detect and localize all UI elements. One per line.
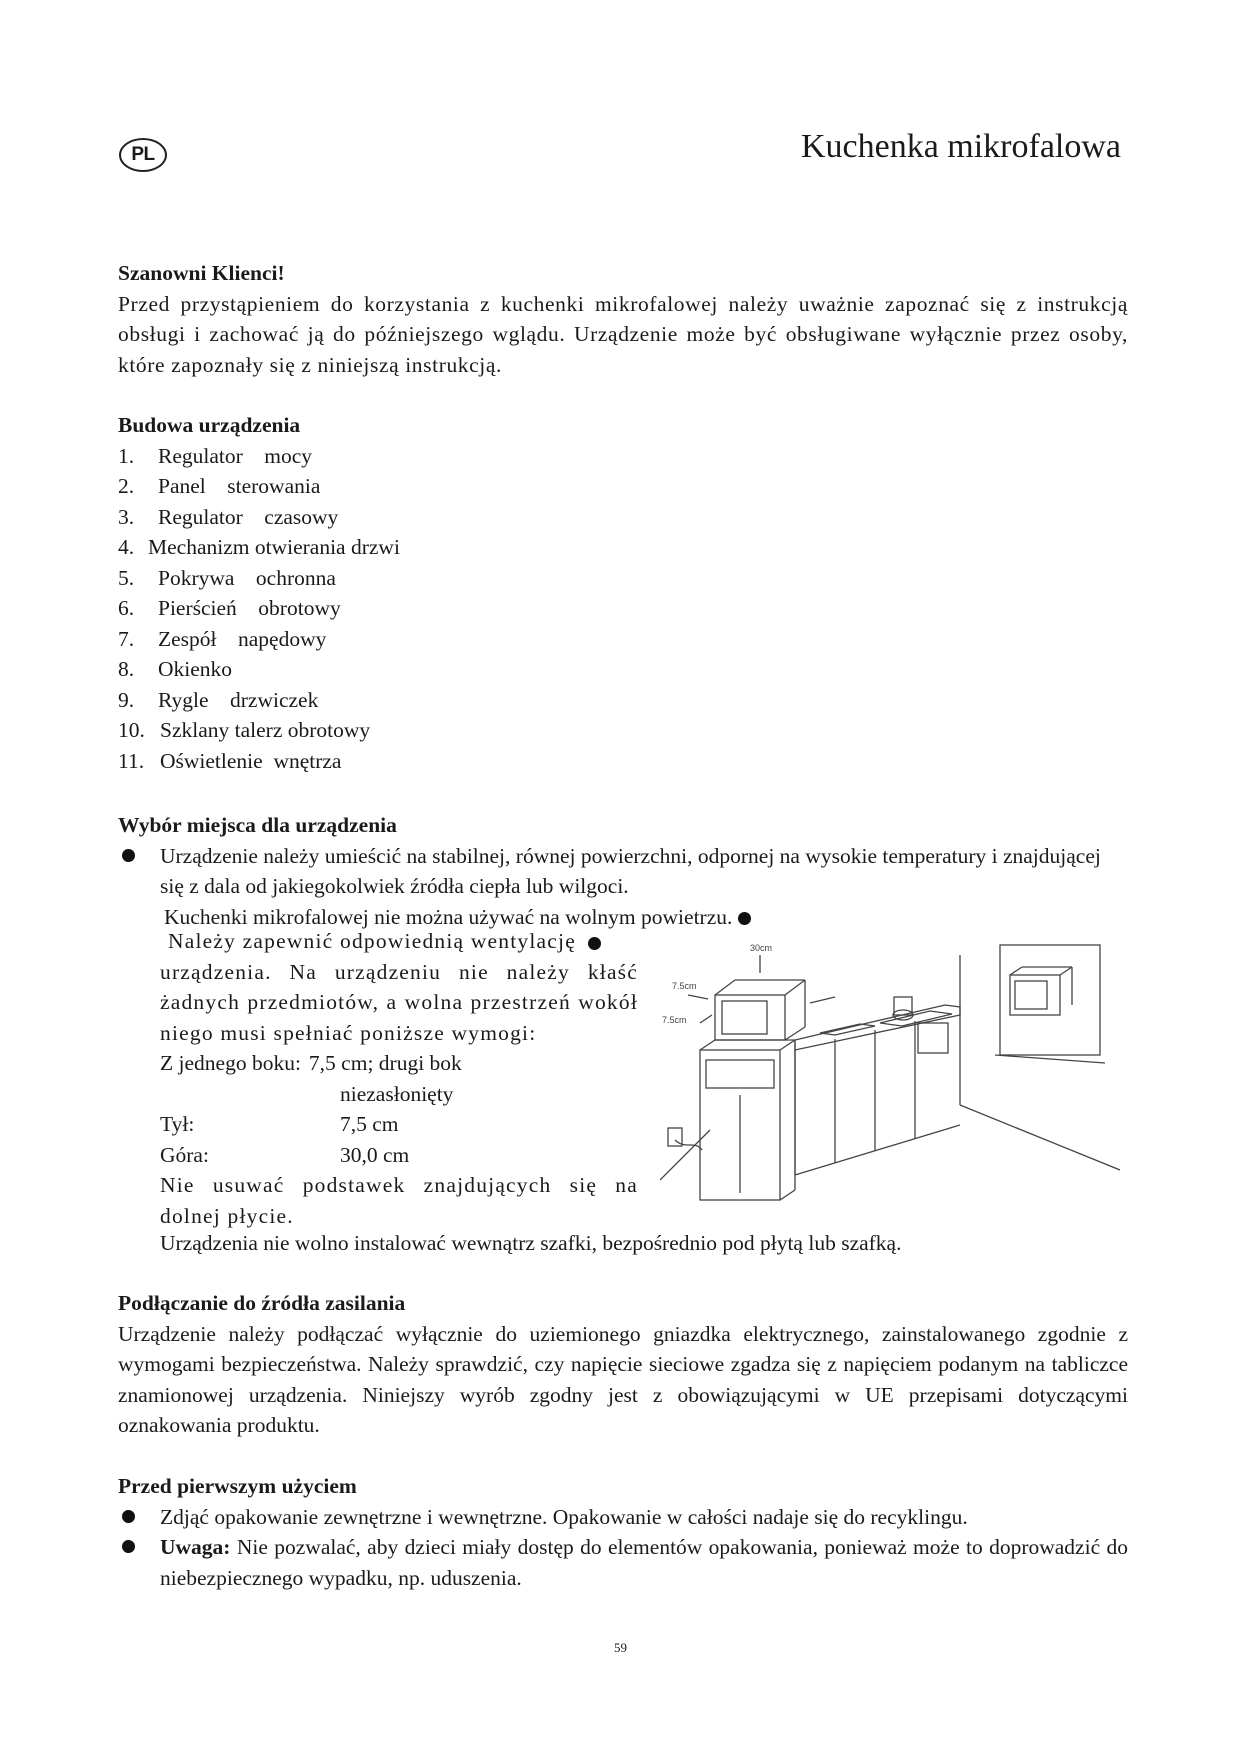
intro-text: Przed przystąpieniem do korzystania z kuchenki mikrofalowej należy uważnie zapoznać się z instrukcją obsługi i zachować ją do późniejszego wglądu. Urządzenie może być obsługiwane wyłącznie przez osoby, które zapoznały się z niniejszą instrukcją. <box>118 291 1128 377</box>
clearance-side-label: 7.5cm <box>662 1015 687 1025</box>
parts-list <box>118 441 1128 777</box>
list-item: 4. Mechanizm otwierania drzwi <box>118 535 400 559</box>
page-number: 59 <box>614 1640 627 1655</box>
requirement-side-cont: niezasłonięty <box>340 1081 454 1106</box>
list-item: 5. Pokrywa ochronna <box>118 565 336 590</box>
parts-heading: Budowa urządzenia <box>118 413 301 437</box>
intro-section <box>118 258 1128 380</box>
requirement-back: Tył: 7,5 cm <box>160 1112 399 1136</box>
installation-diagram <box>660 935 1120 1205</box>
list-item: 10. Szklany talerz obrotowy <box>118 718 371 742</box>
list-item <box>118 841 1128 902</box>
parts-section <box>118 410 1128 776</box>
placement-bullet-text: Urządzenie należy umieścić na stabilnej, równej powierzchni, odpornej na wysokie temperatury i znajdującej się z dala od jakiegokolwiek źródła ciepła lub wilgoci. <box>160 843 1101 898</box>
clearance-top-label: 30cm <box>750 943 773 953</box>
clearance-back-label: 7.5cm <box>672 981 697 991</box>
outdoor-note: Kuchenki mikrofalowej nie można używać na wolnym powietrzu. <box>164 904 733 929</box>
list-item: 2. Panel sterowania <box>118 474 321 498</box>
list-item: 11. Oświetlenie wnętrza <box>118 748 342 773</box>
list-item: 8. Okienko <box>118 657 233 681</box>
bullet-icon <box>588 937 601 950</box>
first-use-heading: Przed pierwszym użyciem <box>118 1474 357 1498</box>
requirement-top: Góra: 30,0 cm <box>160 1142 410 1167</box>
power-section <box>118 1288 1128 1441</box>
warning-label: Uwaga: <box>160 1535 231 1559</box>
bullet-icon <box>122 1510 135 1523</box>
power-heading: Podłączanie do źródła zasilania <box>118 1291 406 1315</box>
placement-section <box>118 810 1128 932</box>
list-item: 6. Pierścień obrotowy <box>118 596 341 620</box>
list-item: 9. Rygle drzwiczek <box>118 687 319 712</box>
language-badge: PL <box>119 138 167 172</box>
document-title: Kuchenka mikrofalowa <box>800 128 1121 165</box>
list-item <box>118 1502 1128 1533</box>
intro-heading: Szanowni Klienci! <box>118 261 285 285</box>
bullet-icon <box>122 849 135 862</box>
placement-heading: Wybór miejsca dla urządzenia <box>118 813 397 837</box>
list-item: 3. Regulator czasowy <box>118 504 339 529</box>
ventilation-line-1: Należy zapewnić odpowiednią wentylację <box>160 926 638 957</box>
list-item: 7. Zespół napędowy <box>118 626 327 651</box>
warning-text: Nie pozwalać, aby dzieci miały dostęp do elementów opakowania, ponieważ może to doprowadzić do niebezpiecznego wypadku, np. uduszenia. <box>160 1535 1128 1590</box>
list-item: 1. Regulator mocy <box>118 443 313 468</box>
requirement-side: Z jednego boku: 7,5 cm; drugi bok <box>160 1051 462 1075</box>
first-use-section <box>118 1471 1128 1593</box>
first-use-bullet-text: Zdjąć opakowanie zewnętrzne i wewnętrzne. Opakowanie w całości nadaje się do recyklingu. <box>160 1504 968 1529</box>
feet-note: Nie usuwać podstawek znajdujących się na dolnej płycie. <box>160 1173 638 1228</box>
list-item <box>118 1532 1128 1593</box>
ventilation-block <box>160 926 638 1231</box>
bullet-icon <box>738 912 751 925</box>
cabinet-note: Urządzenia nie wolno instalować wewnątrz szafki, bezpośrednio pod płytą lub szafką. <box>160 1231 902 1255</box>
power-text: Urządzenie należy podłączać wyłącznie do uziemionego gniazdka elektrycznego, zainstalowanego zgodnie z wymogami bezpieczeństwa. Należy sprawdzić, czy napięcie sieciowe zgadza się z napięciem podanym na tabliczce znamionowej urządzenia. Niniejszy wyrób zgodny jest z obowiązującymi w UE przepisami dotyczącymi oznakowania produktu. <box>118 1321 1128 1437</box>
ventilation-text: urządzenia. Na urządzeniu nie należy kłaść żadnych przedmiotów, a wolna przestrzeń wokół niego musi spełniać poniższe wymogi: <box>160 959 638 1045</box>
bullet-icon <box>122 1540 135 1553</box>
